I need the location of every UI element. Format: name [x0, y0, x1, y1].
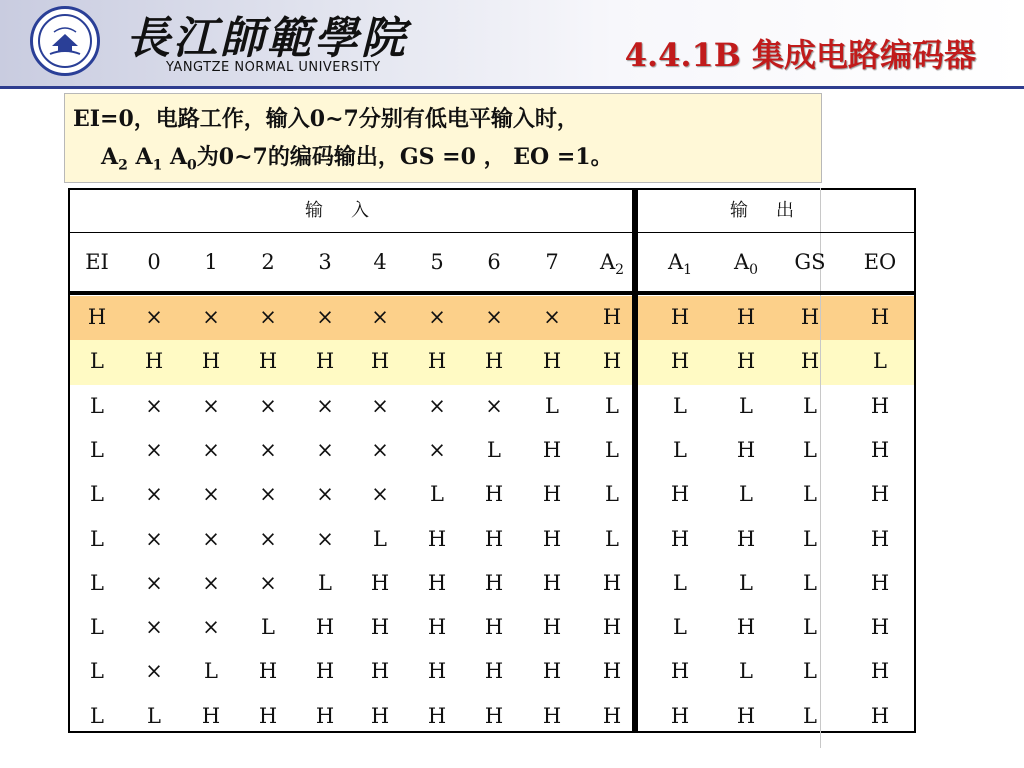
table-cell: ×: [259, 305, 277, 329]
table-cell: H: [670, 659, 690, 684]
table-cell: H: [870, 615, 890, 640]
table-cell: L: [90, 659, 104, 684]
table-cell: L: [803, 393, 817, 418]
table-cell: H: [258, 349, 278, 374]
note-a2-sub: 2: [118, 157, 128, 174]
note-line-2: [73, 138, 813, 184]
table-cell: H: [315, 703, 335, 728]
table-cell: L: [487, 437, 501, 462]
note-a0: A: [162, 144, 188, 170]
table-cell: H: [870, 703, 890, 728]
table-cell: L: [803, 659, 817, 684]
table-cell: H: [870, 393, 890, 418]
column-header-text: A: [667, 250, 684, 274]
table-cell: H: [87, 305, 107, 329]
table-cell: H: [370, 349, 390, 374]
table-cell: ×: [259, 482, 277, 507]
table-cell: ×: [543, 305, 561, 329]
table-cell: ×: [202, 570, 220, 595]
table-cell: ×: [428, 437, 446, 462]
table-cell: H: [427, 615, 447, 640]
table-cell: H: [370, 570, 390, 595]
column-header: [785, 250, 835, 274]
table-cell: ×: [428, 305, 446, 329]
column-header-text: EO: [863, 250, 897, 274]
table-cell: L: [90, 570, 104, 595]
table-cell: H: [800, 305, 820, 329]
table-cell: L: [739, 659, 753, 684]
table-cell: ×: [145, 659, 163, 684]
university-name-cn: 長江師範學院: [126, 13, 408, 64]
table-cell: H: [144, 349, 164, 374]
table-cell: ×: [259, 437, 277, 462]
table-cell: H: [602, 659, 622, 684]
column-header-text: EI: [85, 250, 109, 274]
slide-title: 4.4.1B 集成电路编码器: [624, 36, 976, 74]
table-cell: H: [258, 659, 278, 684]
table-cell: H: [484, 703, 504, 728]
table-cell: H: [484, 349, 504, 374]
note-rest: 为0~7的编码输出，GS =0 ， EO =1。: [196, 144, 613, 170]
table-cell: ×: [202, 437, 220, 462]
table-cell: H: [427, 526, 447, 551]
table-cell: L: [373, 526, 387, 551]
column-header: [129, 250, 179, 274]
column-header-text: 3: [318, 250, 332, 274]
table-cell: L: [90, 349, 104, 374]
table-cell: L: [739, 570, 753, 595]
table-cell: ×: [202, 526, 220, 551]
table-cell: H: [870, 482, 890, 507]
table-cell: H: [602, 305, 622, 329]
table-cell: H: [258, 703, 278, 728]
table-cell: L: [90, 482, 104, 507]
table-cell: ×: [316, 305, 334, 329]
group-header-rule-right: [638, 232, 914, 233]
table-cell: H: [542, 526, 562, 551]
table-cell: ×: [145, 615, 163, 640]
table-cell: L: [318, 570, 332, 595]
column-header-text: A: [599, 250, 616, 274]
table-cell: L: [873, 349, 887, 374]
table-cell: H: [602, 615, 622, 640]
table-cell: H: [484, 659, 504, 684]
column-header: [855, 250, 905, 274]
table-cell: H: [736, 437, 756, 462]
column-header-text: 7: [545, 250, 559, 274]
table-cell: ×: [145, 437, 163, 462]
column-header: [186, 250, 236, 274]
table-cell: H: [542, 482, 562, 507]
table-cell: H: [670, 703, 690, 728]
table-cell: H: [870, 570, 890, 595]
table-cell: H: [602, 703, 622, 728]
table-cell: H: [542, 703, 562, 728]
table-cell: ×: [202, 393, 220, 418]
table-cell: H: [542, 615, 562, 640]
table-cell: ×: [259, 526, 277, 551]
table-cell: L: [605, 526, 619, 551]
table-cell: H: [870, 526, 890, 551]
table-cell: H: [370, 659, 390, 684]
table-cell: ×: [259, 570, 277, 595]
table-cell: ×: [371, 305, 389, 329]
table-cell: H: [484, 615, 504, 640]
table-cell: H: [800, 349, 820, 374]
table-cell: H: [602, 570, 622, 595]
table-cell: H: [736, 305, 756, 329]
input-group-label: 输入: [305, 200, 397, 221]
table-cell: ×: [316, 437, 334, 462]
table-cell: ×: [202, 305, 220, 329]
table-cell: H: [870, 305, 890, 329]
table-cell: L: [605, 393, 619, 418]
column-header-text: 6: [487, 250, 501, 274]
table-cell: H: [484, 482, 504, 507]
table-cell: ×: [485, 393, 503, 418]
table-cell: ×: [202, 615, 220, 640]
table-cell: L: [673, 570, 687, 595]
table-cell: H: [370, 703, 390, 728]
table-cell: ×: [145, 393, 163, 418]
table-cell: L: [90, 526, 104, 551]
group-header-rule-left: [70, 232, 632, 233]
column-header-subscript: 0: [749, 262, 759, 279]
table-cell: L: [605, 482, 619, 507]
table-cell: H: [670, 305, 690, 329]
table-cell: H: [315, 349, 335, 374]
table-cell: L: [204, 659, 218, 684]
table-cell: H: [870, 659, 890, 684]
column-header-rule: [70, 291, 914, 295]
table-cell: H: [427, 703, 447, 728]
column-header-text: 4: [373, 250, 387, 274]
table-cell: H: [670, 349, 690, 374]
table-cell: H: [370, 615, 390, 640]
note-a1-sub: 1: [152, 157, 163, 174]
table-cell: L: [803, 437, 817, 462]
table-cell: L: [803, 703, 817, 728]
column-header-subscript: 2: [615, 262, 625, 279]
table-cell: ×: [316, 526, 334, 551]
table-cell: H: [315, 659, 335, 684]
university-seal-icon: [30, 6, 100, 76]
table-cell: ×: [316, 393, 334, 418]
table-cell: ×: [145, 570, 163, 595]
column-header: [412, 250, 462, 274]
header-rule: [0, 86, 1024, 89]
table-cell: ×: [371, 482, 389, 507]
table-cell: ×: [145, 526, 163, 551]
table-cell: L: [673, 437, 687, 462]
column-header: [243, 250, 293, 274]
table-cell: H: [427, 349, 447, 374]
table-cell: H: [602, 349, 622, 374]
column-header-text: 1: [204, 250, 218, 274]
note-a0-sub: 0: [187, 157, 197, 174]
table-cell: ×: [485, 305, 503, 329]
table-cell: L: [261, 615, 275, 640]
table-cell: L: [147, 703, 161, 728]
table-cell: L: [430, 482, 444, 507]
column-header: [655, 250, 705, 278]
table-cell: L: [803, 615, 817, 640]
column-header-subscript: 1: [683, 262, 693, 279]
table-cell: L: [673, 615, 687, 640]
table-cell: L: [739, 393, 753, 418]
table-cell: L: [90, 437, 104, 462]
table-cell: H: [542, 659, 562, 684]
column-header-text: GS: [794, 250, 826, 274]
column-header-text: 5: [430, 250, 444, 274]
table-cell: L: [803, 482, 817, 507]
table-cell: H: [427, 570, 447, 595]
column-header: [587, 250, 637, 278]
table-cell: H: [670, 526, 690, 551]
table-cell: L: [803, 570, 817, 595]
column-header: [721, 250, 771, 278]
column-header-text: 0: [147, 250, 161, 274]
table-cell: H: [736, 526, 756, 551]
table-cell: H: [542, 349, 562, 374]
table-cell: H: [736, 615, 756, 640]
table-cell: H: [736, 349, 756, 374]
table-cell: H: [736, 703, 756, 728]
table-cell: H: [427, 659, 447, 684]
table-cell: H: [670, 482, 690, 507]
table-cell: ×: [259, 393, 277, 418]
university-name-en: YANGTZE NORMAL UNIVERSITY: [166, 60, 381, 75]
table-cell: ×: [316, 482, 334, 507]
table-cell: H: [315, 615, 335, 640]
column-header: [300, 250, 350, 274]
table-cell: H: [542, 570, 562, 595]
table-cell: ×: [371, 393, 389, 418]
table-cell: ×: [371, 437, 389, 462]
table-cell: H: [484, 570, 504, 595]
note-a2: A: [101, 144, 119, 170]
table-cell: L: [90, 393, 104, 418]
table-cell: H: [870, 437, 890, 462]
column-header-text: 2: [261, 250, 275, 274]
table-cell: ×: [428, 393, 446, 418]
table-cell: H: [201, 703, 221, 728]
table-cell: L: [739, 482, 753, 507]
output-group-label: 输出: [730, 200, 822, 221]
column-header: [527, 250, 577, 274]
table-cell: ×: [145, 482, 163, 507]
table-cell: L: [545, 393, 559, 418]
note-box: [64, 93, 822, 183]
table-cell: L: [673, 393, 687, 418]
table-cell: H: [201, 349, 221, 374]
column-header: [72, 250, 122, 274]
table-cell: L: [90, 703, 104, 728]
table-cell: ×: [145, 305, 163, 329]
table-cell: ×: [202, 482, 220, 507]
column-header: [469, 250, 519, 274]
column-header: [355, 250, 405, 274]
note-line-1: EI=0，电路工作，输入0~7分别有低电平输入时，: [73, 106, 579, 132]
note-a1: A: [127, 144, 153, 170]
table-cell: L: [90, 615, 104, 640]
table-cell: H: [542, 437, 562, 462]
table-cell: H: [484, 526, 504, 551]
table-cell: L: [803, 526, 817, 551]
table-cell: L: [605, 437, 619, 462]
column-header-text: A: [733, 250, 750, 274]
